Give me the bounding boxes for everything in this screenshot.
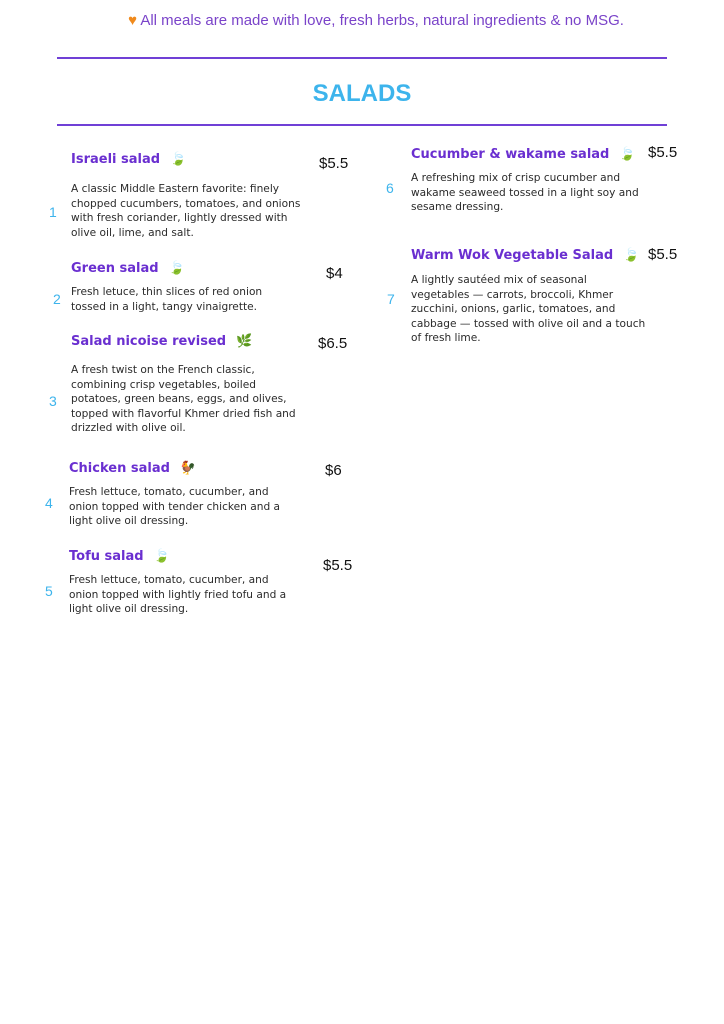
item-number: 1 [49,204,57,220]
item-number: 6 [386,180,394,196]
item-price: $6.5 [318,335,348,352]
item-price: $5.5 [648,246,678,263]
item-description: A lightly sautéed mix of seasonal vegetables — carrots, broccoli, Khmer zucchini, onions, garlic, tomatoes, and cabbage — tossed with olive oil and a touch of fresh lime. [411,274,646,345]
item-description: Fresh lettuce, tomato, cucumber, and onion topped with lightly fried tofu and a light olive oil dressing. [69,574,287,616]
item-name-row [71,261,185,276]
item-name-row [69,461,196,476]
item-number: 5 [45,583,53,599]
item-name: Green salad [71,261,159,276]
item-description: Fresh lettuce, tomato, cucumber, and onion topped with tender chicken and a light olive oil dressing. [69,486,281,528]
item-number: 3 [49,393,57,409]
chicken-icon: 🐓 [179,461,197,476]
item-name: Warm Wok Vegetable Salad [411,248,614,263]
item-description: Fresh letuce, thin slices of red onion tossed in a light, tangy vinaigrette. [71,286,263,313]
divider-bottom [57,124,667,126]
divider-top [57,57,667,59]
item-name-row [411,248,639,263]
item-price: $5.5 [323,557,353,574]
leaf-icon: 🍃 [623,248,640,263]
item-description: A refreshing mix of crisp cucumber and wakame seaweed tossed in a light soy and sesame dressing. [411,172,639,214]
leaf-icon: 🍃 [153,549,170,564]
section-title: SALADS [312,80,412,107]
item-number: 2 [53,291,61,307]
item-name: Tofu salad [69,549,144,564]
item-name-row [411,147,636,162]
item-name: Israeli salad [71,152,161,167]
orange-heart-icon: ♥ [128,12,137,29]
item-price: $6 [325,462,342,479]
leaf-icon: 🍃 [619,147,636,162]
item-name-row [69,549,170,564]
leaf-icon: 🍃 [170,152,187,167]
herbs-icon: 🌿 [236,334,253,349]
item-name-row [71,334,252,349]
item-name: Chicken salad [69,461,170,476]
item-description: A classic Middle Eastern favorite: finely chopped cucumbers, tomatoes, and onions with fresh coriander, lightly dressed with olive oil, lime, and salt. [71,183,301,239]
item-name: Salad nicoise revised [71,334,227,349]
item-price: $4 [326,265,343,282]
note-text: All meals are made with love, fresh herbs, natural ingredients & no MSG. [140,12,624,29]
item-name-row [71,152,186,167]
item-number: 4 [45,495,53,511]
menu-note [0,12,724,29]
item-price: $5.5 [319,155,349,172]
leaf-icon: 🍃 [168,261,185,276]
item-number: 7 [387,291,395,307]
item-description: A fresh twist on the French classic, combining crisp vegetables, boiled potatoes, green beans, eggs, and olives, topped with flavorful Khmer dried fish and drizzled with olive oil. [71,364,296,435]
item-price: $5.5 [648,144,678,161]
item-name: Cucumber & wakame salad [411,147,610,162]
